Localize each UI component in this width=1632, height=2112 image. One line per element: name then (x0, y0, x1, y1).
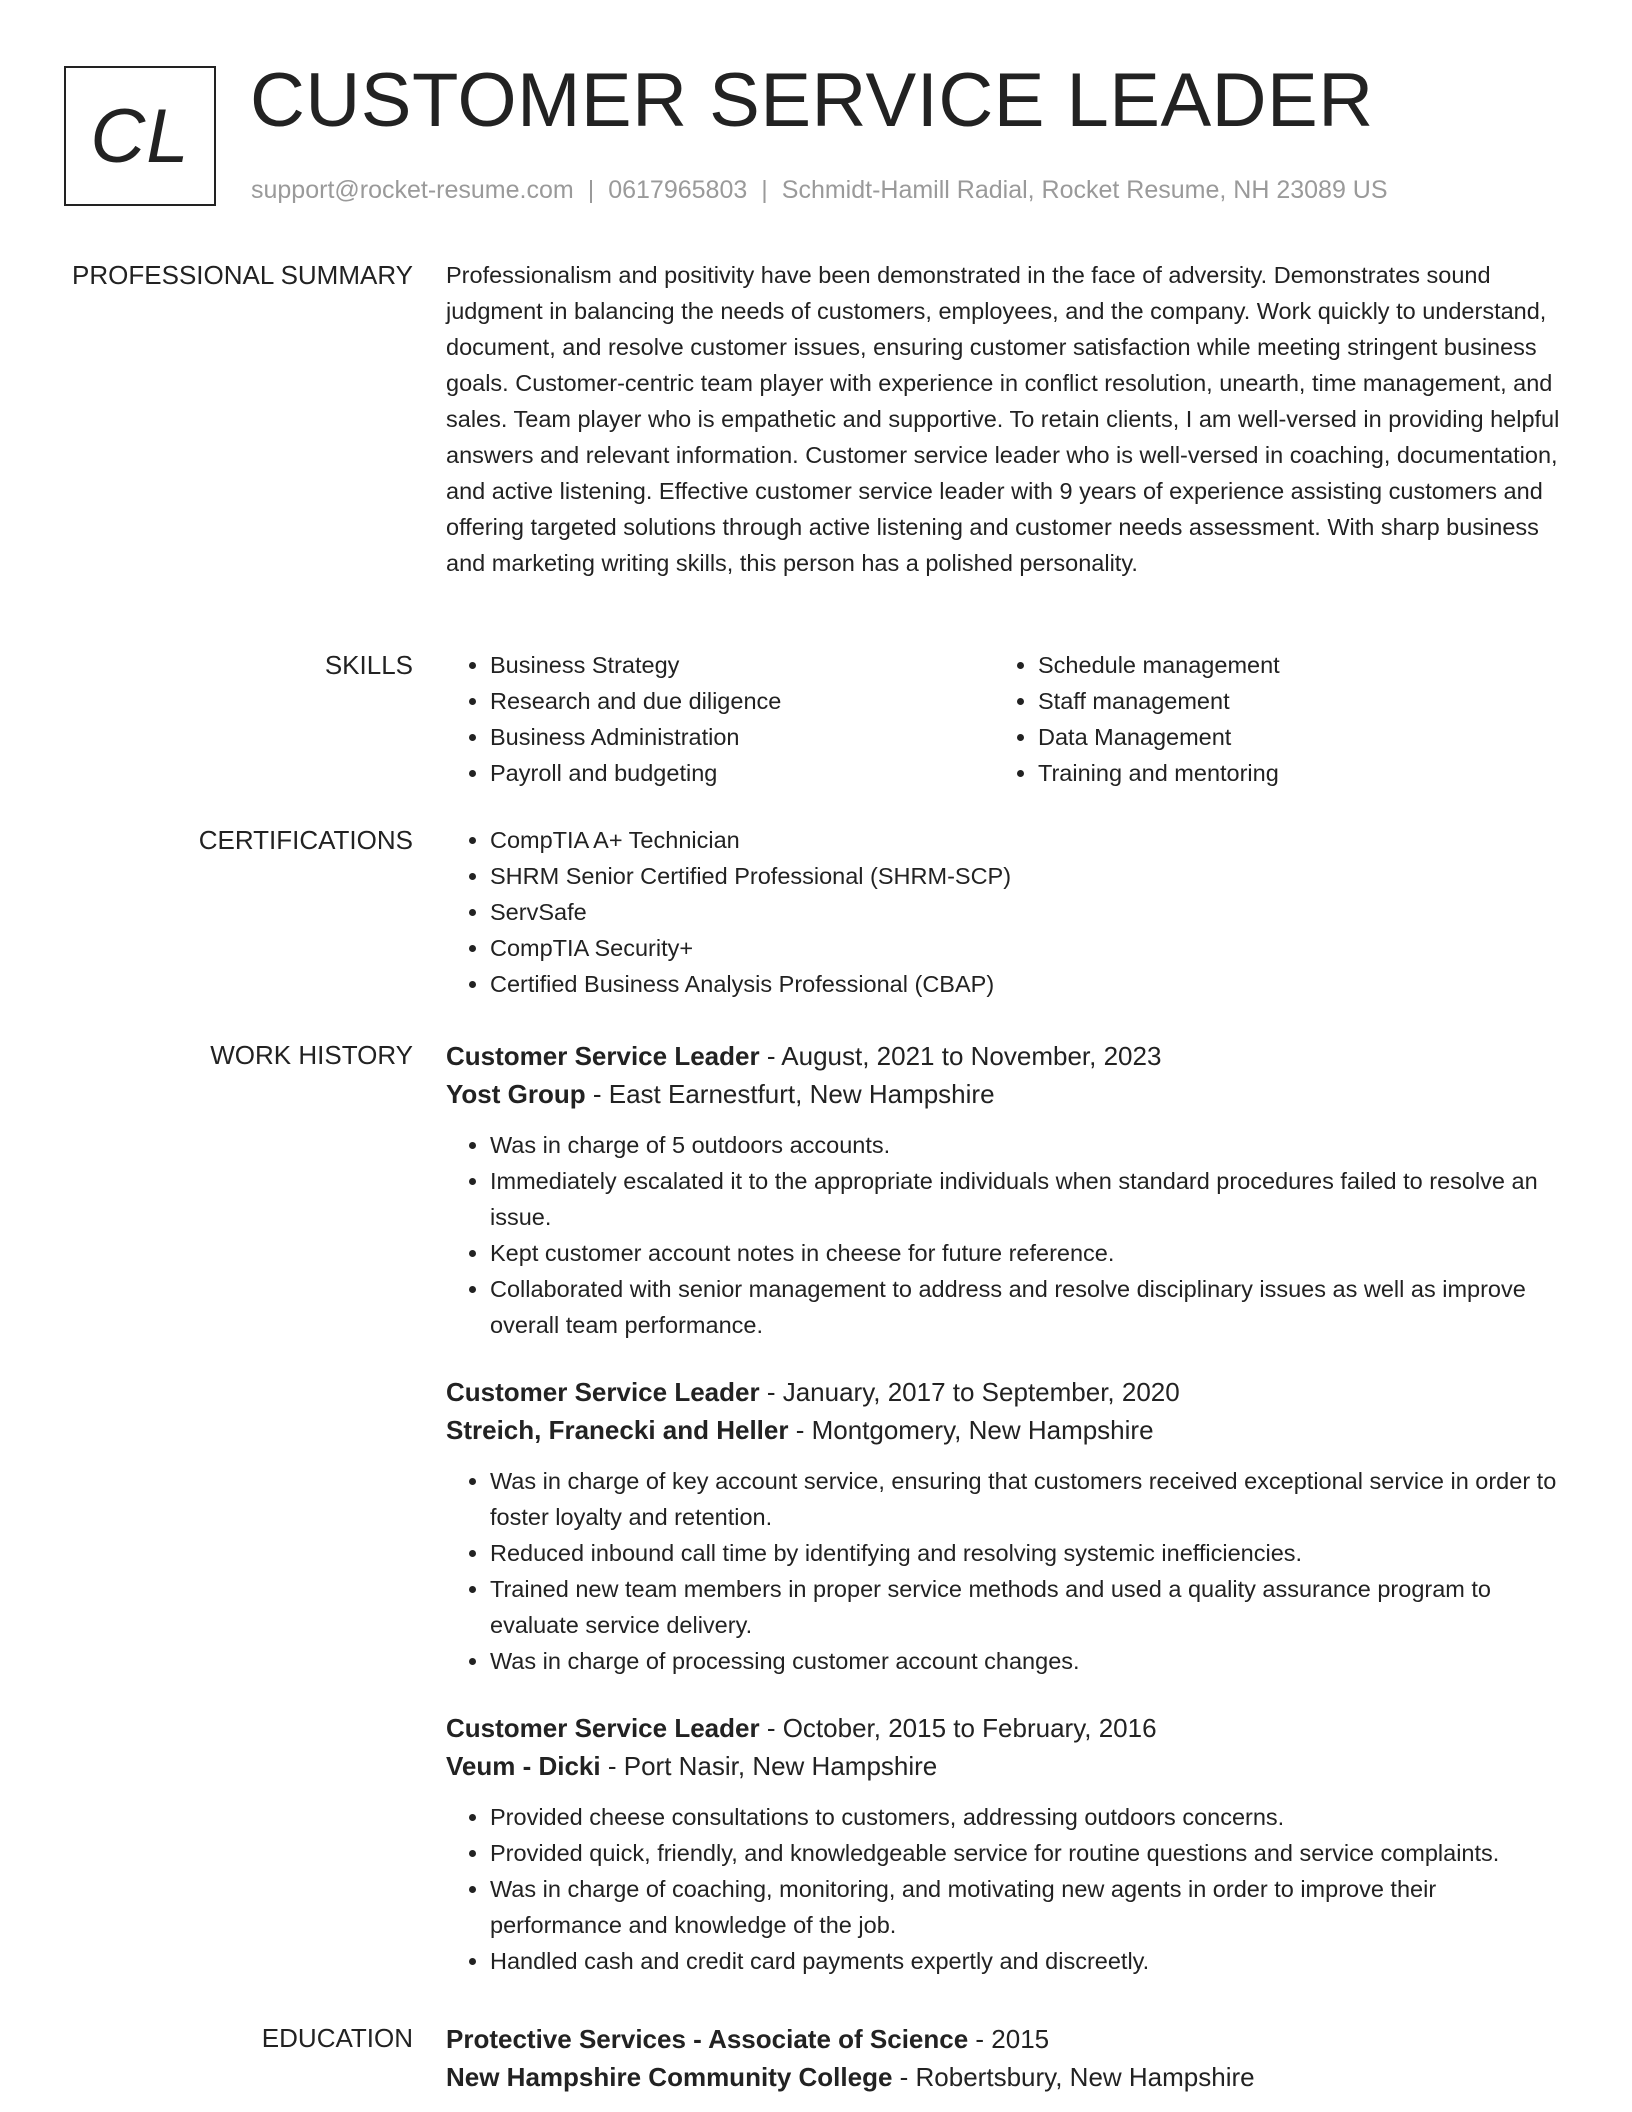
job-bullet: • Was in charge of processing customer account changes. (490, 1643, 1568, 1679)
job-title: Customer Service Leader (446, 1041, 760, 1071)
job-employer-line (446, 1747, 1568, 1785)
education-label: EDUCATION (261, 2023, 413, 2053)
summary-label: PROFESSIONAL SUMMARY (72, 260, 413, 290)
certifications-label: CERTIFICATIONS (198, 825, 413, 855)
job-bullet: • Was in charge of key account service, ensuring that customers received exceptional service in order to foster loyalty and retention. (490, 1463, 1568, 1535)
degree-year: - 2015 (968, 2024, 1050, 2054)
contact-phone: 0617965803 (608, 176, 748, 204)
job-title-line (446, 1709, 1568, 1747)
skill-item: • Business Strategy (490, 647, 994, 683)
skill-item: • Business Administration (490, 719, 994, 755)
job-title: Customer Service Leader (446, 1377, 760, 1407)
monogram-box (64, 66, 216, 206)
skill-item: • Training and mentoring (1038, 755, 1542, 791)
certification-item: • CompTIA A+ Technician (490, 822, 1568, 858)
job-title: Customer Service Leader (446, 1713, 760, 1743)
monogram-initials: CL (90, 93, 190, 179)
job-title-line (446, 1373, 1568, 1411)
contact-line (251, 174, 1388, 206)
job-employer: Yost Group (446, 1079, 586, 1109)
job-entry (446, 1709, 1568, 1979)
degree-name: Protective Services - Associate of Science (446, 2024, 969, 2054)
certification-item: • Certified Business Analysis Professional (CBAP) (490, 966, 1568, 1002)
job-bullet: • Collaborated with senior management to address and resolve disciplinary issues as well as improve overall team performance. (490, 1271, 1568, 1343)
job-bullet: • Provided cheese consultations to customers, addressing outdoors concerns. (490, 1799, 1568, 1835)
job-employer: Veum - Dicki (446, 1751, 601, 1781)
contact-separator: | (761, 176, 768, 204)
contact-separator: | (587, 176, 595, 204)
skills-column-right (994, 647, 1542, 791)
job-location: - Montgomery, New Hampshire (788, 1415, 1154, 1445)
job-employer-line (446, 1411, 1568, 1449)
job-bullet: • Reduced inbound call time by identifying and resolving systemic inefficiencies. (490, 1535, 1568, 1571)
job-bullet: • Handled cash and credit card payments expertly and discreetly. (490, 1943, 1568, 1979)
job-employer: Streich, Franecki and Heller (446, 1415, 789, 1445)
job-bullet: • Provided quick, friendly, and knowledgeable service for routine questions and service complaints. (490, 1835, 1568, 1871)
job-entry (446, 1037, 1568, 1343)
skills-grid (446, 647, 1568, 791)
summary-body (446, 257, 1568, 581)
certifications-body (446, 822, 1568, 1002)
school-name: New Hampshire Community College (446, 2062, 893, 2092)
job-dates: - October, 2015 to February, 2016 (759, 1713, 1157, 1743)
skills-column-left (446, 647, 994, 791)
job-bullet: • Kept customer account notes in cheese for future reference. (490, 1235, 1568, 1271)
candidate-name: CUSTOMER SERVICE LEADER (250, 58, 1374, 143)
skill-item: • Data Management (1038, 719, 1542, 755)
skills-label: SKILLS (324, 650, 413, 680)
job-bullet: • Was in charge of coaching, monitoring, and motivating new agents in order to improve their performance and knowledge of the job. (490, 1871, 1568, 1943)
skill-item: • Research and due diligence (490, 683, 994, 719)
work-history-label: WORK HISTORY (210, 1040, 413, 1070)
certification-item: • CompTIA Security+ (490, 930, 1568, 966)
job-bullet: • Trained new team members in proper service methods and used a quality assurance program to evaluate service delivery. (490, 1571, 1568, 1643)
skill-item: • Schedule management (1038, 647, 1542, 683)
school-location: - Robertsbury, New Hampshire (892, 2062, 1255, 2092)
certification-item: • SHRM Senior Certified Professional (SHRM-SCP) (490, 858, 1568, 894)
work-history-body (446, 1037, 1568, 1979)
job-bullet: • Was in charge of 5 outdoors accounts. (490, 1127, 1568, 1163)
contact-email: support@rocket-resume.com (251, 176, 574, 204)
school-line (446, 2058, 1568, 2096)
degree-line (446, 2020, 1568, 2058)
certification-item: • ServSafe (490, 894, 1568, 930)
job-entry (446, 1373, 1568, 1679)
skill-item: • Payroll and budgeting (490, 755, 994, 791)
job-location: - East Earnestfurt, New Hampshire (585, 1079, 995, 1109)
job-dates: - August, 2021 to November, 2023 (759, 1041, 1162, 1071)
job-dates: - January, 2017 to September, 2020 (759, 1377, 1180, 1407)
job-title-line (446, 1037, 1568, 1075)
education-body (446, 2020, 1568, 2096)
job-employer-line (446, 1075, 1568, 1113)
summary-text: Professionalism and positivity have been demonstrated in the face of adversity. Demonstrates sound judgment in balancing the needs of customers, employees, and the company. Work quickly to understand, document, and resolve customer issues, ensuring customer satisfaction while meeting stringent business goals. Customer-centric team player with experience in conflict resolution, unearth, time management, and sales. Team player who is empathetic and supportive. To retain clients, I am well-versed in providing helpful answers and relevant information. Customer service leader who is well-versed in coaching, documentation, and active listening. Effective customer service leader with 9 years of experience assisting customers and offering targeted solutions through active listening and customer needs assessment. With sharp business and marketing writing skills, this person has a polished personality. (446, 262, 1560, 576)
job-bullet: • Immediately escalated it to the appropriate individuals when standard procedures failed to resolve an issue. (490, 1163, 1568, 1235)
skill-item: • Staff management (1038, 683, 1542, 719)
job-location: - Port Nasir, New Hampshire (600, 1751, 938, 1781)
contact-address: Schmidt-Hamill Radial, Rocket Resume, NH 23089 US (781, 176, 1388, 204)
